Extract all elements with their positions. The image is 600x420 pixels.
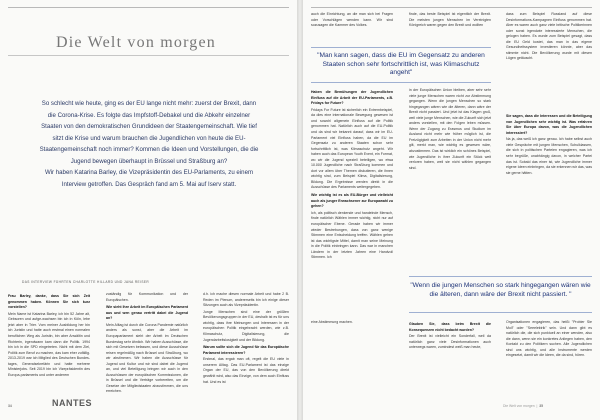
interview-question: Wie wichtig ist es als EU-Bürger und vielleicht auch als junger Erwachsener zur Europawahl zu gehen? [311,193,393,209]
intro-line: die Corona-Krise. Es folgte das Impfstoff-Debakel und die Abkehr einzelner [47,111,251,119]
intro-line: Interview getroffen. Das Gespräch fand am 5. Mai auf Iserv statt. [61,180,237,188]
intro-line: Staatengemeinschaft noch immer? Kommen die Ideen und Vorstellungen, die die [39,146,259,153]
text-column-3 [506,112,592,177]
page-number-left: 34 [8,404,12,408]
text-column-1-bottom [311,320,393,327]
interview-question: Wie sieht Ihre Arbeit im Europäischen Parlament aus und wen genau vertritt dabei die Jugend an? [106,305,188,321]
intro-text [6,98,292,190]
text-column-3-top [506,12,592,63]
author-credit: DAS INTERVIEW FÜHRTEN CHARLOTTE HILLARD UND JANA REISER [22,280,150,284]
interview-question: Haben die Bemühungen der Jugendlichen Einfluss auf die Arbeit der EU-Parlaments, z.B. Fridays for Future? [311,90,393,106]
text-column-2-top [409,12,491,30]
text-column-1 [311,88,393,262]
interview-answer: Mein Name ist Katarina Barley, ich bin 52 Jahre alt, Gebsoren und aufge-wachsen bin ich in Köln, lebe jetzt aber in Trier. Vom meiner Ausbildung her bin ich Juristin und hatte auch erstmal einen normalen beruflichen Weg als Juristin, bin aber Anwältin und Richterin, irgendwann kam dann die Politik. 1994 bin ich in die SPD eingetreten. Nicht mit dem Ziel, Politik zum Beruf zu machen, das kam eher zufällig. 2013-2019 war ich Mitglied des Deutschen Bundes-tages, Generalsekretärin und hatte mehrere Ministerjobs. Seit 2019 bin ich Vizepräsidentin des Europa-parlaments und unter anderem [8,311,90,377]
interview-question: Warum sollte sich die Jugend für das Europäische Parlament interessieren? [203,345,289,355]
interview-answer: Fridays For Future ist sicherlich ein Extrembeispiel, da dies eine internationale Bewegung gewesen ist und sowohl allgemein Einfluss auf die Politik genommen hat. Natürlich auch auf die EU-Politik und da sind wir bekannt darauf, dass wir im EU-Parlament viel Einfluss haben, da die EU im Gegensatz zu anderen Staaten schon sehr fortschrittlich ist, was Klimaschutz angeht. Wir haben auch das European Youth Event, ein Format, wo wir die Jugend speziell beteiligen, wo etwa 10.000 Jugendliche nach Straßburg kommen und dort vor allem über Themen diskutieren, die ihnen wichtig sind, zum Beispiel Klima, Digitalisierung, Bildung. Die Ergebnisse werden direkt in die Ausschüsse des Parlaments weitergegeben. [311,107,393,190]
interview-question: Glauben Sie, dass beim Brexit die Konsequenzen nicht bedacht wurden? [409,322,491,332]
intro-line: Jugend bewegen überhaupt in Brüssel und Straßburg an? [70,157,228,165]
interview-answer: dass zum Beispiel Russland auf diese Desinformations-Kampagnen Einfluss genommen hat. Aber es waren auch ganz viele britische Politikerinnen oder sonst irgendwie interessierte Menschen, die gelogen haben. Es wurde zum Beispiel gesagt, dass die EU Geld kostet, das man in das eigene Gesundheitssystem investieren könnte, aber das stimmte nicht. Die Bevölkerung wurde mit diesen Lügen getäuscht. [506,12,592,61]
text-column-2-bottom [409,320,491,352]
intro-line: So schlecht wie heute, ging es der EU lange nicht mehr: zuerst der Brexit, dann [41,100,257,107]
text-column-2 [106,292,188,396]
interview-answer: in der Europäischen Union bleiben, aber sehr sehr viele junge Menschen waren nicht zur Abstimmung gegangen. Wenn die jungen Menschen so stark hingegangen wären wie die älteren, dann wäre der Brexit nicht passiert. Und jetzt ist das Klagen groß, weil viele junge Menschen, wie die Zukunft sich jetzt anders vorstellen, mit den Folgen leben müssen. Wenn der Zugang zu Erasmus und Studium im Ausland nicht mehr wie früher möglich ist, die Freizügigkeit zum Arbeiten in der Union nicht mehr gilt, merkt man, wie wichtig es gewesen wäre, abzustimmen. Das ist wirklich ein schönes Beispiel, wie Jugendliche in ihrer Zukunft ein Stück weit verloren haben, weil sie nicht wählen gegangen sind. [409,88,492,170]
interview-answer: zuständig für Kommunikation und der Europäischen. [106,292,188,302]
interview-answer: eine Abstimmung machen. [311,320,353,324]
interview-answer: Junge Menschen sind eine der größten Bevölkerungsgruppen in der EU, deshalb ist es für uns wichtig, dass ihre Meinungen und Interessen in der europäischen Politik eingebracht werden, wie z.B. Klimaschutz, Digitalisierung, die Jugendarbeitslosigkeit und der Bildung. [203,309,289,342]
interview-answer: Organisationen engagieren, das heißt "Probier Sie Moll" oder "Seeelektrik" sein. Und dann gibt es natürlich die, die sich punktuell an einer wenden, also die dann, wenn sie ein konkretes Anliegen haben, den Kontakt zu den Politikern suchen. Alle Jugendlichen sind uns wichtig, und alle Instrumente werden eingesetzt, damit wir die Ideen, die da sind, hören. [506,320,592,358]
title-rule [8,55,289,56]
interview-answer: finde, das beste Beispiel ist eigentlich der Brexit. Die meisten jungen Menschen im Vereinigten Königreich waren gegen den Brexit und wollten [409,12,491,28]
magazine-logo: NANTES [52,398,93,408]
running-footer: Die Welt von morgen | 35 [503,404,544,408]
pull-quote-1: "Man kann sagen, dass die EU im Gegensatz zu anderen Staaten schon sehr fortschrittlich ist, was Klimaschutz angeht" [317,52,485,77]
interview-answer: Na ja, das weiß ich ganz genau. Ich habe selbst auch viele Gespräche mit jungen Menschen, Schulklassen, die sich in politischen Parteien engagieren, was ich sehr begrüße, unabhängig davon, in welcher Partei das ist. Sobald das einer ist, wie Jugendliche immer eigene Ideen einbringen, da sie erkennen wir das, was sie gerne hätten. [506,137,592,175]
intro-line: sitzt die Krise und warum brauchen die Jugendlichen von heute die EU- [52,134,246,142]
text-column-1-top [311,12,393,30]
top-rule [8,7,289,8]
interview-answer: Mein Alltag ist durch die Corona Pandemie natürlich anders als sonst, aber die Arbeit im Europaparlament sieht der Arbeit im Deutschen Bundestag sehr ähnlich. Wir haben Ausschüsse, die sich mit Gesetzen befassen, und diese Ausschüsse reisen regelmäßig nach Brüssel und Straßburg, wo wir abstimmen. Wir haben die Ausschüsse für Jugend und Kultur und wir sind dabei die Jugend an, und viel Beteiligung bringen wir auch in den Ausschüssen der europäischen Kommissionen, die in Brüssel und die Verträge vorbereiten, um die Gesetze der Mitgliedstaaten abzustimmen, die uns erreichen. [106,322,188,394]
top-rule [311,7,592,8]
intro-line: Staaten von den demokratischen Grundideen der Staatengemeinschaft. Wie tief [41,123,257,130]
left-page [0,0,297,420]
intro-line: Wir haben Katarina Barley, die Vizepräsidentin des EU-Parlaments, zu einem [44,169,254,176]
right-page [303,0,600,420]
interview-answer: auch die Einrichtung, an die man sich bei Fragen oder Vorschlägen wenden kann. Wir sind sozusagen die Kammer des Volkes. [311,12,393,28]
interview-question: Frau Barley, danke, dass Sie sich Zeit genommen haben. Können Sie sich kurz vorstellen? [8,294,90,310]
text-column-2 [409,88,491,172]
page-number-right: 35 [539,404,544,408]
interview-answer: Erstmal, das ergab man oft, regelt die EU viele in unserem Alltag. Das EU-Parlament ist das einzige Organ der EU, das von den Bevölkerung direkt gewählt wird, also das Einzige, von dem auch Einfluss hat. Und es ist [203,357,289,384]
quote-rule-top [311,47,491,48]
pull-quote-2: "Wenn die jungen Menschen so stark hingegangen wären wie die älteren, dann wäre der Brexit nicht passiert. " [410,282,591,298]
quote-rule-bottom [311,82,491,83]
interview-answer: Der Brexit ist vielleicht ein Sonderfall, weil da natürlich ganz viele Desinformationen auch unterwegs waren, zumindest weiß man heute, [409,334,491,350]
text-column-1 [8,292,90,380]
article-title: Die Welt von morgen [56,34,217,51]
interview-answer: Ich, als politisch denkende und handelnde Mensch, finde natürlich Wählen immer wichtig, nicht nur auf europäischer Ebene. Gerade haben wir immer wieder Bestrebungen, dass von ganz wenige Stimmen eine Entscheidung treffen. Wählen gehen ist das wichtigste Mittel, damit man seine Meinung in die Politik einbringen kann. Das war in manchen Ländern in der letzten Jahren eine Handvoll Stimmen. Ich [311,210,393,260]
interview-answer: d.h. ich mache diesen normale Arbeit und habe 2 B. Reden im Plenum, andererseits bin ich einige dieser Sitzungen auch als Vizepräsidentin. [203,292,289,308]
footer-title: Die Welt von morgen [503,404,535,408]
quote-rule-bottom [409,312,592,313]
interview-question: Sie sagen, dass die Interessen und die Beteiligung von Jugendlichen sehr wichtig ist. Was erfahren Sie über Europa davon, was die Jugendlichen interessiert? [506,114,592,135]
text-column-3-bottom [506,320,592,360]
quote-rule-top [409,276,592,277]
text-column-3 [203,292,289,386]
